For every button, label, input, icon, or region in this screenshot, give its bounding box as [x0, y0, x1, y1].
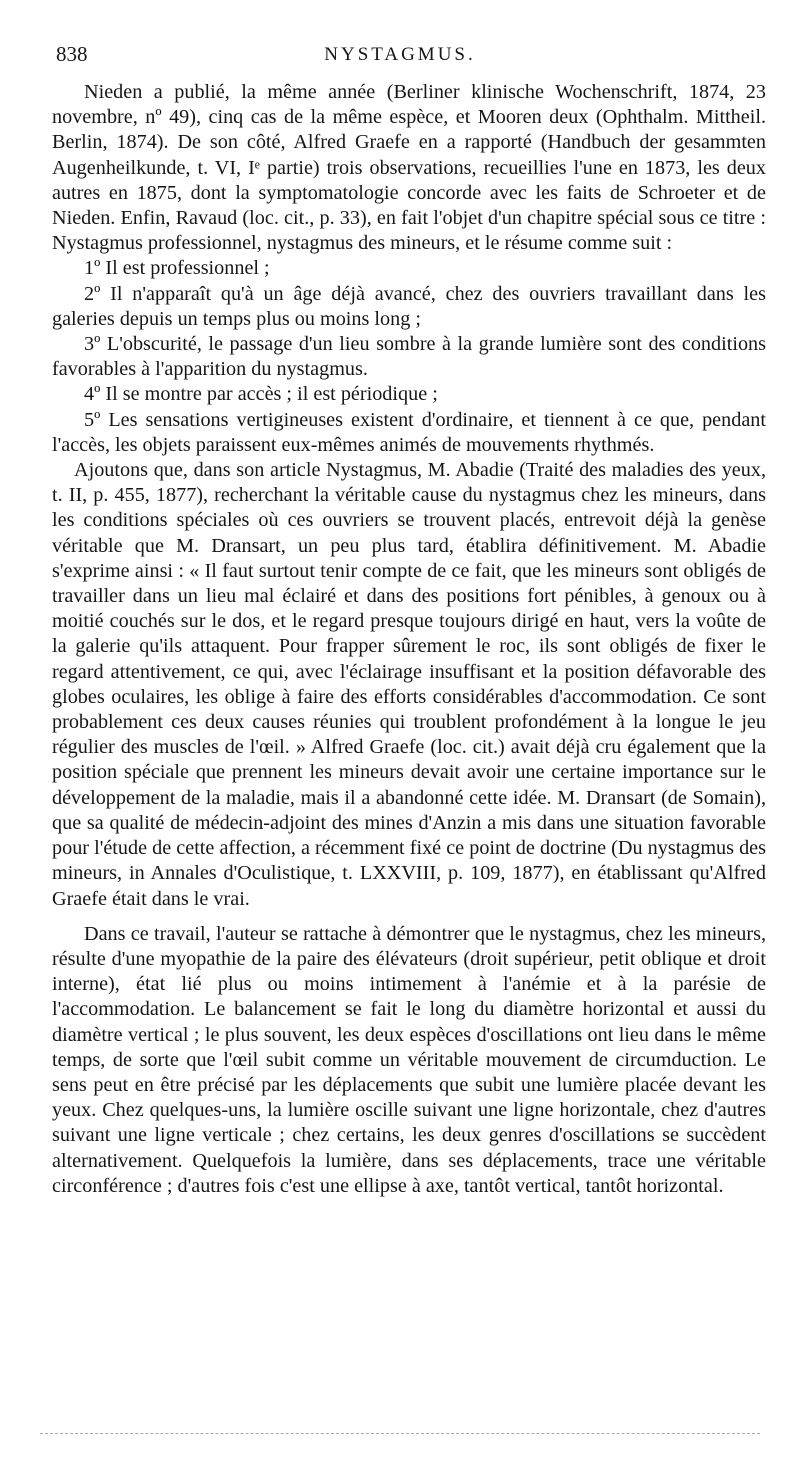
list-item-2: 2º Il n'apparaît qu'à un âge déjà avancé, chez des ouvriers travaillant dans les galeries depuis un temps plus ou moins long ;: [52, 282, 766, 330]
list-item-4: 4º Il se montre par accès ; il est périodique ;: [84, 383, 438, 406]
paragraph-abadie: Ajoutons que, dans son article Nystagmus, M. Abadie (Traité des maladies des yeux, t. II, p. 455, 1877), recherchant la véritable cause du nystagmus chez les mineurs, dans les conditions spéciales où ces ouvriers se trouvent placés, entrevoit déjà la genèse véritable que M. Dransart, un peu plus tard, établira définitivement. M. Abadie s'exprime ainsi : « Il faut surtout tenir compte de ce fait, que les mineurs sont obligés de travailler dans un lieu mal éclairé et dans des positions fort pénibles, à genoux ou à moitié couchés sur le dos, et le regard presque toujours dirigé en haut, vers la voûte de la galerie qu'ils attaquent. Pour frapper sûrement le roc, ils sont obligés de fixer le regard attentivement, ce qui, avec l'éclairage insuffisant et la position défavorable des globes oculaires, les oblige à faire des efforts considérables d'accommodation. Ce sont probablement ces deux causes réunies qui troublent profondément à la longue le jeu régulier des muscles de l'œil. » Alfred Graefe (loc. cit.) avait déjà cru également que la position spéciale que prennent les mineurs devait avoir une certaine importance sur le développement de la maladie, mais il a abandonné cette idée. M. Dransart (de Somain), que sa qualité de médecin-adjoint des mines d'Anzin a mis dans une situation favorable pour l'étude de cette affection, a récemment fixé ce point de doctrine (Du nystagmus des mineurs, in Annales d'Oculistique, t. LXXVIII, p. 109, 1877), en établissant qu'Alfred Graefe était dans le vrai.: [52, 459, 766, 910]
body-text: [52, 80, 766, 1199]
paragraph-travail: Dans ce travail, l'auteur se rattache à démontrer que le nystagmus, chez les mineurs, résulte d'une myopathie de la paire des élévateurs (droit supérieur, petit oblique et droit interne), état lié plus ou moins intimement à l'anémie et à la parésie de l'accommodation. Le balancement se fait le long du diamètre horizontal et aussi du diamètre vertical ; le plus souvent, les deux espèces d'oscillations ont lieu dans le même temps, de sorte que l'œil subit comme un véritable mouvement de circumduction. Le sens peut en être précisé par les déplacements que subit une lumière placée devant les yeux. Chez quelques-uns, la lumière oscille suivant une ligne horizontale, chez d'autres suivant une ligne verticale ; chez certains, les deux genres d'oscillations se succèdent alternativement. Quelquefois la lumière, dans ses déplacements, trace une véritable circonférence ; d'autres fois c'est une ellipse à axe, tantôt vertical, tantôt horizontal.: [52, 922, 766, 1197]
list-item-3: 3º L'obscurité, le passage d'un lieu sombre à la grande lumière sont des conditions favorables à l'apparition du nystagmus.: [52, 333, 766, 381]
bottom-rule: [40, 1433, 760, 1434]
list-item-1: 1º Il est professionnel ;: [84, 257, 270, 280]
paragraph-nieden: Nieden a publié, la même année (Berliner klinische Wochenschrift, 1874, 23 novembre, nº 49), cinq cas de la même espèce, et Mooren deux (Ophthalm. Mittheil. Berlin, 1874). De son côté, Alfred Graefe en a rapporté (Handbuch der gesammten Augenheilkunde, t. VI, Iᵉ partie) trois observations, recueillies l'une en 1873, les deux autres en 1875, dont la symptomatologie concorde avec les faits de Schroeter et de Nieden. Enfin, Ravaud (loc. cit., p. 33), en fait l'objet d'un chapitre spécial sous ce titre : Nystagmus professionnel, nystagmus des mineurs, et le résume comme suit :: [52, 81, 766, 255]
page-number: 838: [56, 42, 88, 66]
list-item-5: 5º Les sensations vertigineuses existent d'ordinaire, et tiennent à ce que, pendant l'accès, les objets paraissent eux-mêmes animés de mouvements rhythmés.: [52, 408, 766, 456]
running-title: NYSTAGMUS.: [324, 44, 476, 65]
